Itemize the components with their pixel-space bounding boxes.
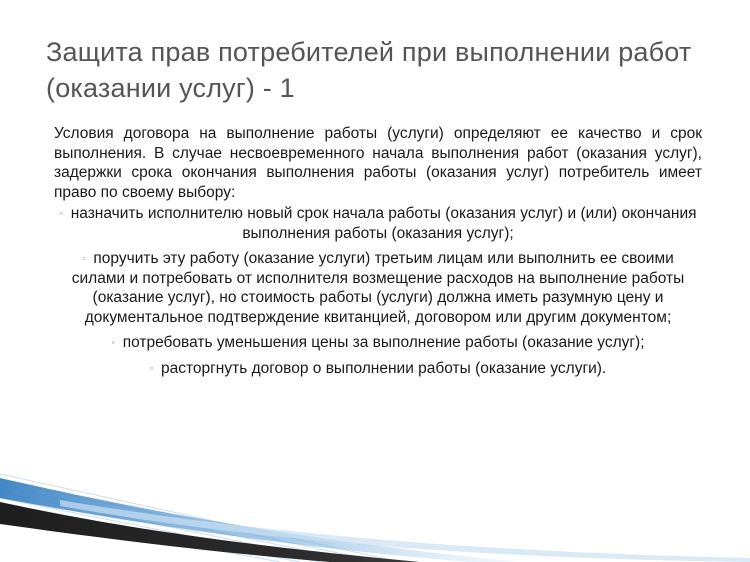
bullet-icon: ▫ [59, 208, 63, 218]
slide-body [54, 124, 702, 384]
list-item-text: потребовать уменьшения цены за выполнение работы (оказание услуг); [122, 334, 645, 351]
decorative-swoosh [0, 440, 750, 562]
bullet-icon: ▫ [111, 337, 115, 347]
bullet-icon: ▫ [149, 362, 153, 373]
list-item-text: назначить исполнителю новый срок начала работы (оказания услуг) и (или) окончания выполнения работы (оказания услуг); [70, 205, 697, 242]
bullet-icon: ▫ [82, 253, 86, 263]
list-item-text: расторгнуть договор о выполнении работы (оказание услуги). [160, 359, 607, 377]
list-item [54, 333, 702, 353]
bullet-list [54, 204, 702, 378]
list-item [54, 204, 702, 243]
slide-title: Защита прав потребителей при выполнении работ (оказании услуг) - 1 [46, 37, 692, 103]
list-item [54, 249, 702, 327]
list-item [54, 359, 702, 379]
list-item-text: поручить эту работу (оказание услуги) третьим лицам или выполнить ее своими силами и потребовать от исполнителя возмещение расходов на выполнение работы (оказание услуг), но стоимость работы (услуги) должна иметь разумную цену и документальное подтверждение квитанцией, договором или другим документом; [71, 250, 685, 326]
intro-paragraph: Условия договора на выполнение работы (услуги) определяют ее качество и срок выполнения. В случае несвоевременного начала выполнения работ (оказания услуг), задержки срока окончания выполнения работы (оказания услуг) потребитель имеет право по своему выбору: [54, 125, 702, 201]
